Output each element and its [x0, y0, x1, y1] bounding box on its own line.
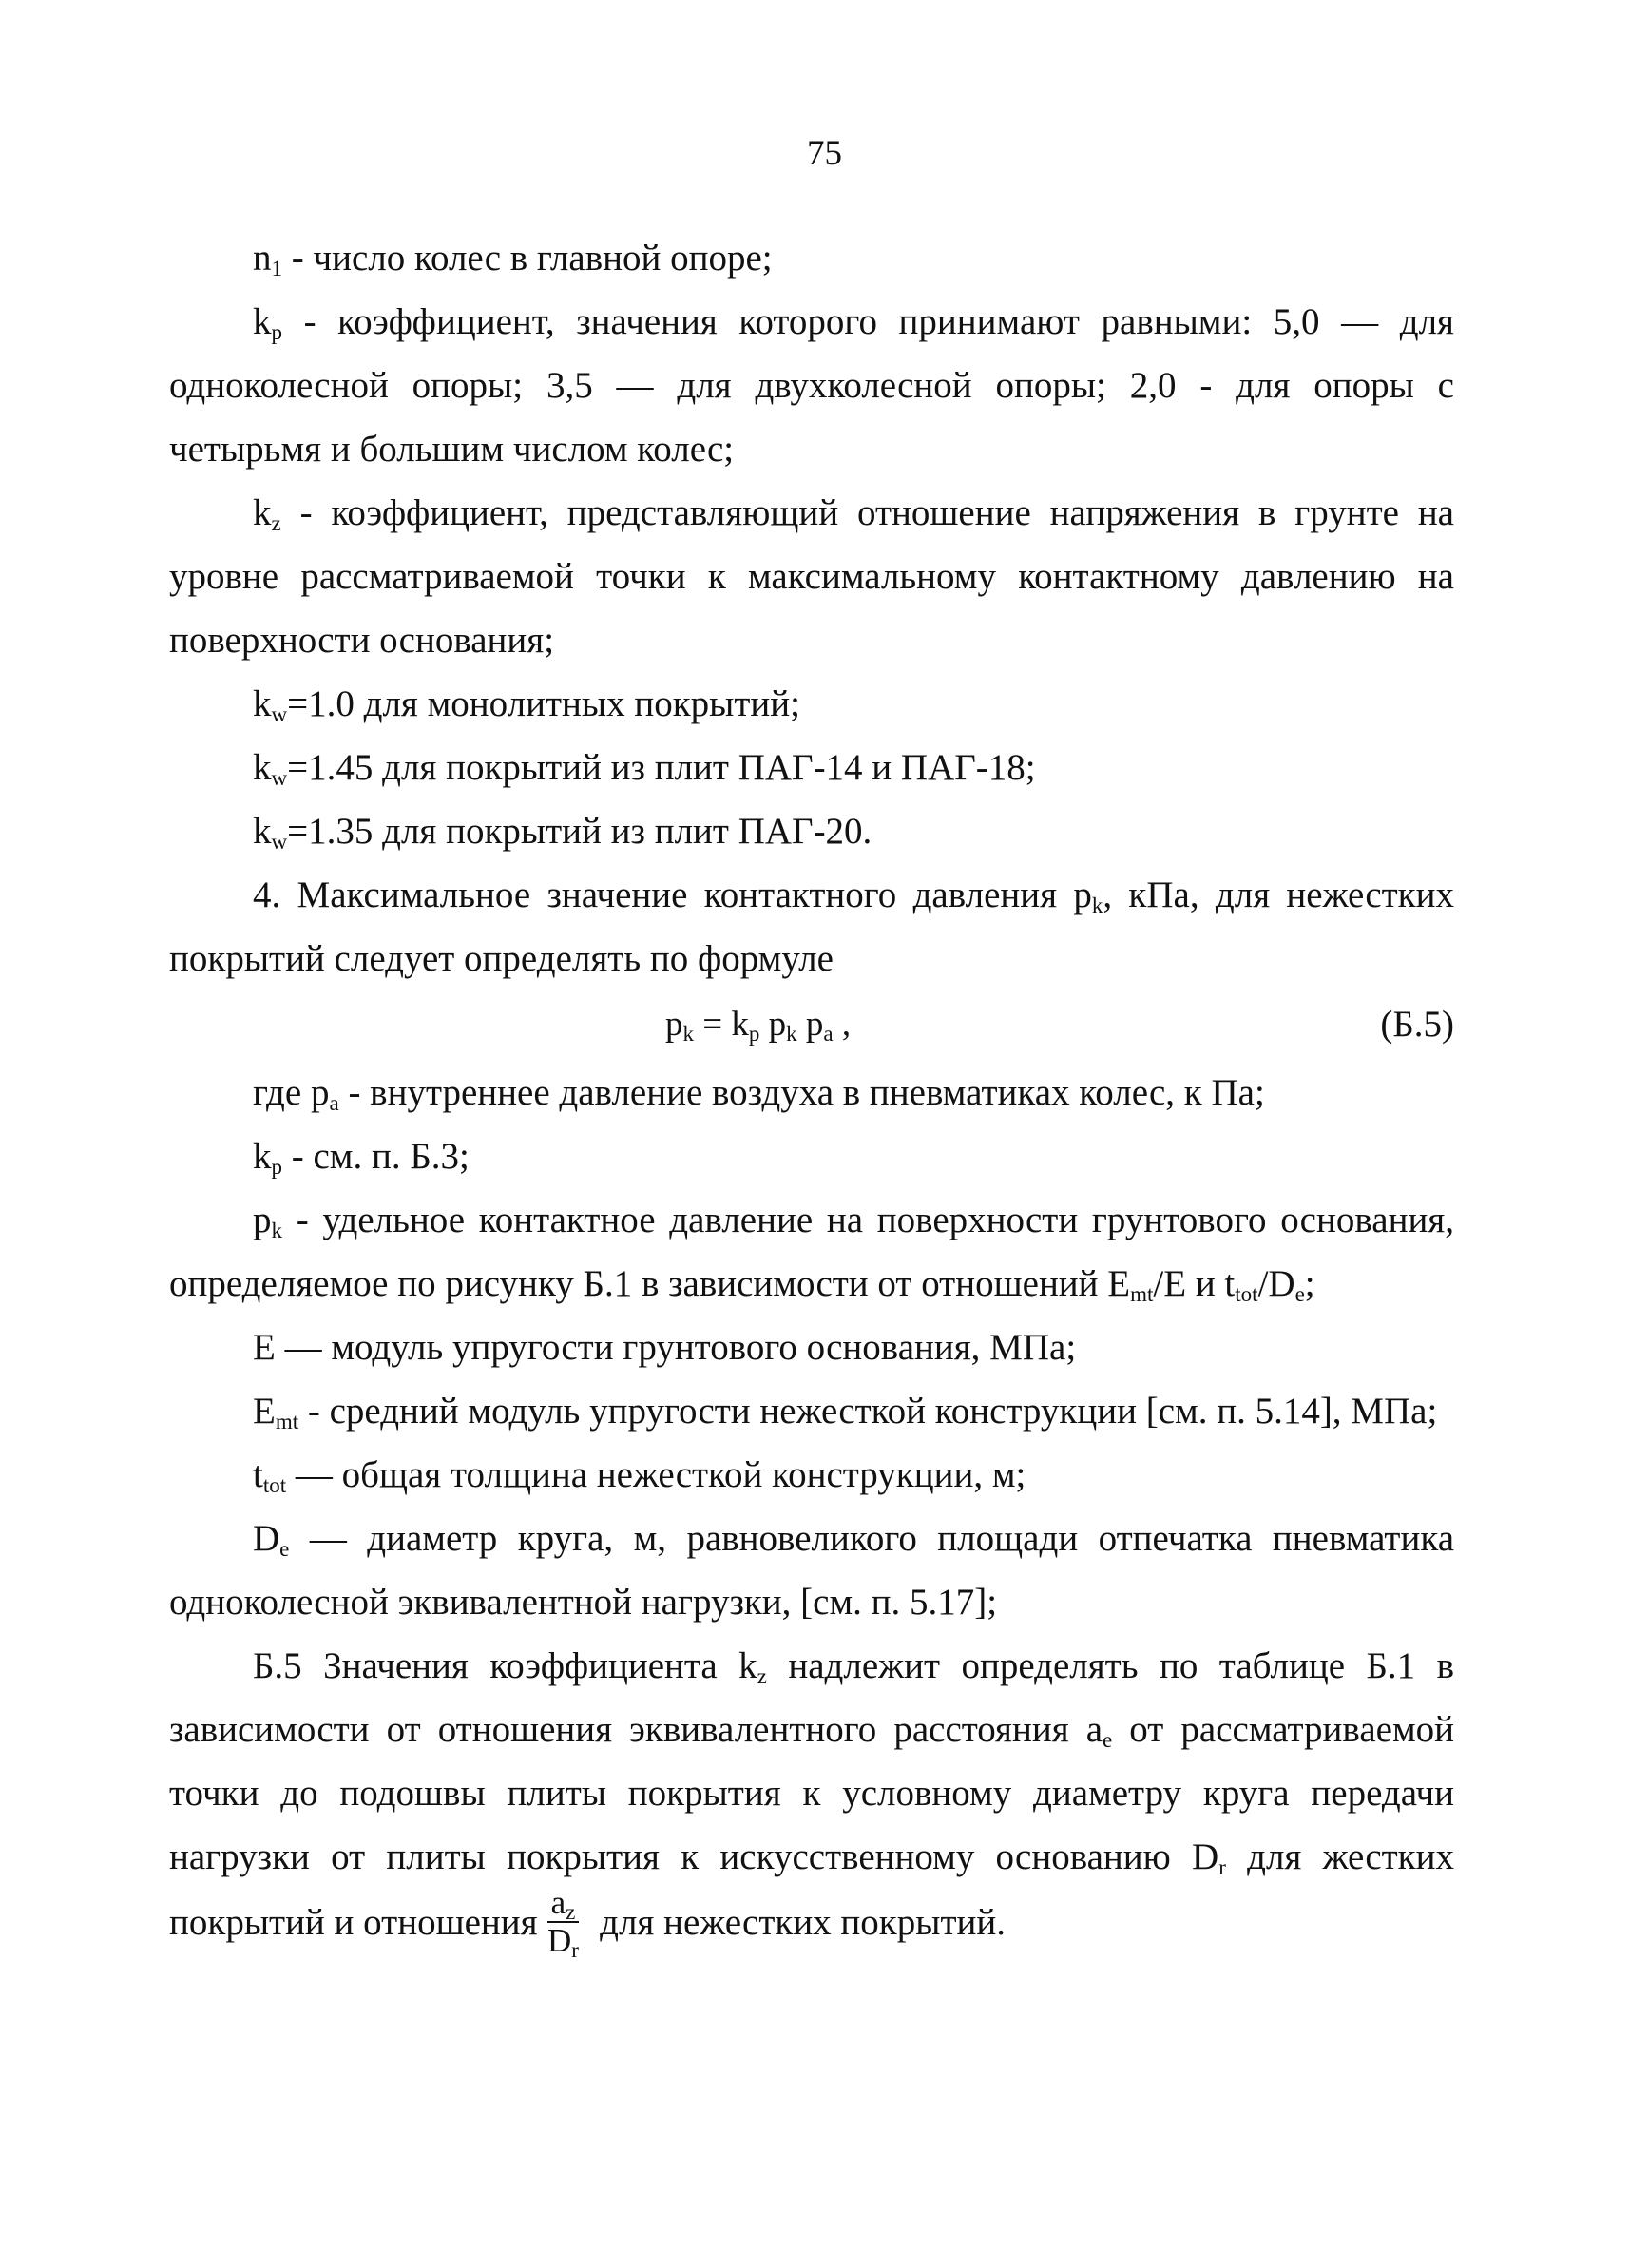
where-Emt: $E_{mt}$ - средний модуль упругости нежесткой конструкции [см. п. 5.14], МПа;	[253, 1391, 1438, 1433]
item-n1: $n_1$ - число колес в главной опоре;	[253, 238, 773, 280]
item-kw1: $k_w=1.0$ для монолитных покрытий;	[253, 683, 800, 726]
where-De: $D_e$ — диаметр круга, м, равновеликого площади отпечатка пневматика одноколесной эквивалентной нагрузки, [см. п. 5.17];	[169, 1518, 1454, 1623]
formula-b5-row	[169, 992, 1454, 1061]
where-ttot: $t_{tot}$ — общая толщина нежесткой конструкции, м;	[253, 1454, 1026, 1497]
formula-b5: $p_k = k_p$ $p_k$ $p_a$ ,	[665, 1005, 852, 1046]
item-kw3: $k_w=1.35$ для покрытий из плит ПАГ-20.	[253, 811, 872, 854]
formula-number: (Б.5)	[1380, 1004, 1454, 1045]
where-pk: $p_k$ - удельное контактное давление на поверхности грунтового основания, определяемое по рисунку Б.1 в зависимости от отношений $E_{mt}/E$ и $t_{tot}/D_e$;	[169, 1200, 1454, 1306]
section-4-paragraph: 4. Максимальное значение контактного давления $p_k$, кПа, для нежестких покрытий следует определять по формуле	[169, 875, 1455, 979]
where-E: E — модуль упругости грунтового основания, МПа;	[253, 1327, 1077, 1368]
where-kp: $k_p$ - см. п. Б.3;	[253, 1136, 470, 1179]
item-kp: $k_p$ - коэффициент, значения которого принимают равными: 5,0 — для одноколесной опоры; 3,5 — для двухколесной опоры; 2,0 - для опоры с четырьмя и большим числом колес;	[169, 301, 1454, 470]
where-pa: где $p_a$ - внутреннее давление воздуха в пневматиках колес, к Па;	[253, 1072, 1265, 1115]
section-b5-paragraph: Б.5 Значения коэффициента $k_z$ надлежит определять по таблице Б.1 в зависимости от отношения эквивалентного расстояния $a_e$ от рассматриваемой точки до подошвы плиты покрытия к условному диаметру круга передачи нагрузки от плиты покрытия к искусственному основанию $D_r$ для жестких покрытий и отношения $\frac{a_z}{D_r}$ для нежестких покрытий.	[169, 1645, 1454, 1962]
item-kz: $k_z$ - коэффициент, представляющий отношение напряжения в грунте на уровне рассматриваемой точки к максимальному контактному давлению на поверхности основания;	[169, 492, 1454, 661]
document-body	[169, 226, 1454, 1963]
page-number: 75	[807, 134, 842, 173]
fraction-az-dr	[547, 1884, 580, 1962]
fraction-denominator: $D_r$	[547, 1922, 579, 1962]
fraction-numerator: $a_z$	[547, 1885, 580, 1923]
item-kw2: $k_w=1.45$ для покрытий из плит ПАГ-14 и ПАГ-18;	[253, 747, 1036, 790]
